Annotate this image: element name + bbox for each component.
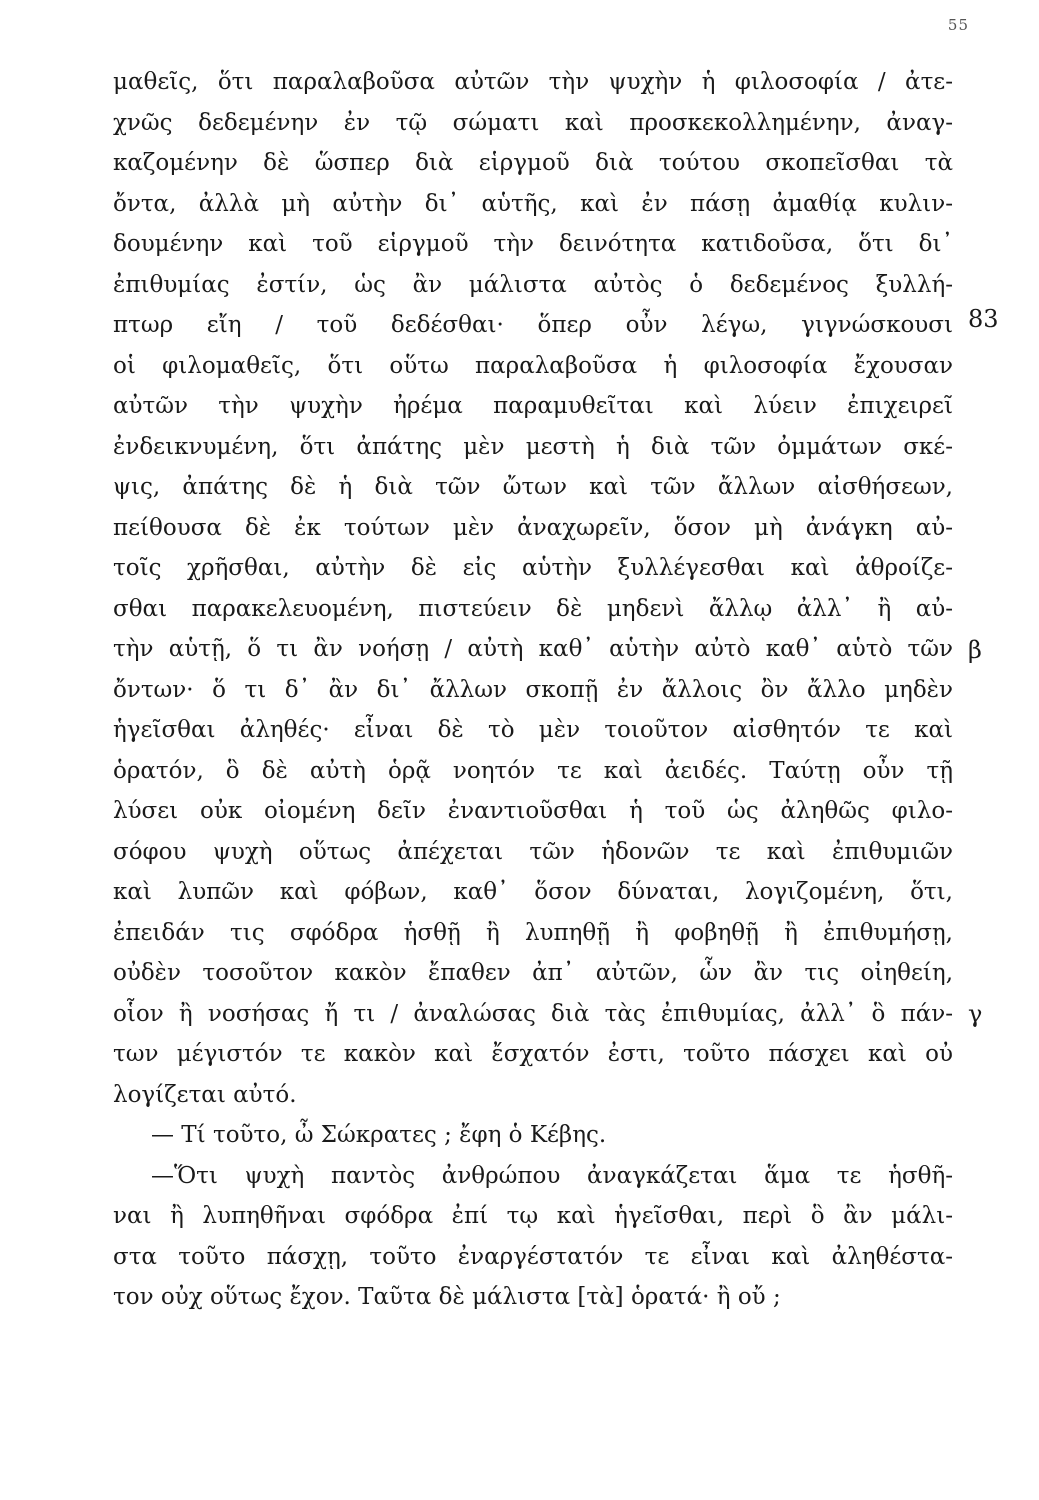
- text-line: τον οὐχ οὕτως ἔχον. Ταῦτα δὲ μάλιστα [τὰ] ὁρατά· ἢ οὔ ;: [113, 1284, 781, 1310]
- text-line: οἷον ἢ νοσήσας ἤ τι / ἀναλώσας διὰ τὰς ἐπιθυμίας, ἀλλ᾽ ὃ πάν-: [113, 1000, 953, 1027]
- text-line: σόφου ψυχὴ οὕτως ἀπέχεται τῶν ἡδονῶν τε καὶ ἐπιθυμιῶν: [113, 838, 953, 865]
- text-line: ψις, ἀπάτης δὲ ἡ διὰ τῶν ὤτων καὶ τῶν ἄλλων αἰσθήσεων,: [113, 474, 953, 500]
- text-line: καὶ λυπῶν καὶ φόβων, καθ᾽ ὅσον δύναται, λογιζομένη, ὅτι,: [113, 879, 953, 905]
- text-line: ναι ἢ λυπηθῆναι σφόδρα ἐπί τῳ καὶ ἡγεῖσθαι, περὶ ὃ ἂν μάλι-: [113, 1203, 953, 1229]
- margin-section-83: 83: [968, 305, 999, 333]
- text-line: στα τοῦτο πάσχῃ, τοῦτο ἐναργέστατόν τε εἶναι καὶ ἀληθέστα-: [113, 1243, 953, 1270]
- text-line: αὐτῶν τὴν ψυχὴν ἠρέμα παραμυθεῖται καὶ λύειν ἐπιχειρεῖ: [113, 393, 953, 419]
- text-line: καζομένην δὲ ὥσπερ διὰ εἱργμοῦ διὰ τούτου σκοπεῖσθαι τὰ: [113, 150, 953, 176]
- text-line: ὄντα, ἀλλὰ μὴ αὐτὴν δι᾽ αὑτῆς, καὶ ἐν πάσῃ ἀμαθίᾳ κυλιν-: [113, 190, 953, 217]
- text-line: οὐδὲν τοσοῦτον κακὸν ἔπαθεν ἀπ᾽ αὐτῶν, ὧν ἂν τις οἰηθείη,: [113, 960, 953, 986]
- text-line: τὴν αὑτῇ, ὅ τι ἂν νοήσῃ / αὐτὴ καθ᾽ αὑτὴν αὐτὸ καθ᾽ αὑτὸ τῶν: [113, 636, 953, 662]
- margin-section-beta: β: [968, 636, 982, 664]
- text-line: λογίζεται αὐτό.: [113, 1081, 297, 1108]
- text-line: ἐπιθυμίας ἐστίν, ὡς ἂν μάλιστα αὐτὸς ὁ δεδεμένος ξυλλή-: [113, 271, 953, 298]
- text-line: δουμένην καὶ τοῦ εἱργμοῦ τὴν δεινότητα κατιδοῦσα, ὅτι δι᾽: [113, 231, 953, 257]
- text-line: ἐνδεικνυμένη, ὅτι ἀπάτης μὲν μεστὴ ἡ διὰ τῶν ὀμμάτων σκέ-: [113, 433, 953, 460]
- text-line: χνῶς δεδεμένην ἐν τῷ σώματι καὶ προσκεκολλημένην, ἀναγ-: [113, 109, 953, 136]
- text-line: σθαι παρακελευομένη, πιστεύειν δὲ μηδενὶ ἄλλῳ ἀλλ᾽ ἢ αὐ-: [113, 595, 953, 622]
- text-line: ἡγεῖσθαι ἀληθές· εἶναι δὲ τὸ μὲν τοιοῦτον αἰσθητόν τε καὶ: [113, 717, 953, 743]
- text-line: ὁρατόν, ὃ δὲ αὐτὴ ὁρᾷ νοητόν τε καὶ ἀειδές. Ταύτῃ οὖν τῇ: [113, 757, 953, 784]
- text-line: τοῖς χρῆσθαι, αὐτὴν δὲ εἰς αὑτὴν ξυλλέγεσθαι καὶ ἀθροίζε-: [113, 555, 953, 581]
- text-line: οἱ φιλομαθεῖς, ὅτι οὕτω παραλαβοῦσα ἡ φιλοσοφία ἔχουσαν: [113, 352, 953, 379]
- text-line: πείθουσα δὲ ἐκ τούτων μὲν ἀναχωρεῖν, ὅσον μὴ ἀνάγκη αὐ-: [113, 514, 953, 541]
- margin-section-gamma: γ: [968, 1000, 983, 1028]
- dialogue-line: — Τί τοῦτο, ὦ Σώκρατες ; ἔφη ὁ Κέβης.: [151, 1122, 607, 1148]
- text-line: ὄντων· ὅ τι δ᾽ ἂν δι᾽ ἄλλων σκοπῇ ἐν ἄλλοις ὂν ἄλλο μηδὲν: [113, 676, 953, 703]
- dialogue-line: —Ὅτι ψυχὴ παντὸς ἀνθρώπου ἀναγκάζεται ἅμα τε ἡσθῆ-: [151, 1162, 953, 1189]
- text-line: πτωρ εἴη / τοῦ δεδέσθαι· ὅπερ οὖν λέγω, γιγνώσκουσι: [113, 312, 953, 338]
- page-number: 55: [947, 16, 969, 34]
- text-line: λύσει οὐκ οἰομένη δεῖν ἐναντιοῦσθαι ἡ τοῦ ὡς ἀληθῶς φιλο-: [113, 798, 953, 824]
- text-line: μαθεῖς, ὅτι παραλαβοῦσα αὐτῶν τὴν ψυχὴν ἡ φιλοσοφία / ἀτε-: [113, 69, 953, 95]
- text-line: ἐπειδάν τις σφόδρα ἡσθῇ ἢ λυπηθῇ ἢ φοβηθῇ ἢ ἐπιθυμήσῃ,: [113, 919, 953, 946]
- greek-text-body: [113, 62, 953, 1318]
- text-line: των μέγιστόν τε κακὸν καὶ ἔσχατόν ἐστι, τοῦτο πάσχει καὶ οὐ: [113, 1041, 953, 1067]
